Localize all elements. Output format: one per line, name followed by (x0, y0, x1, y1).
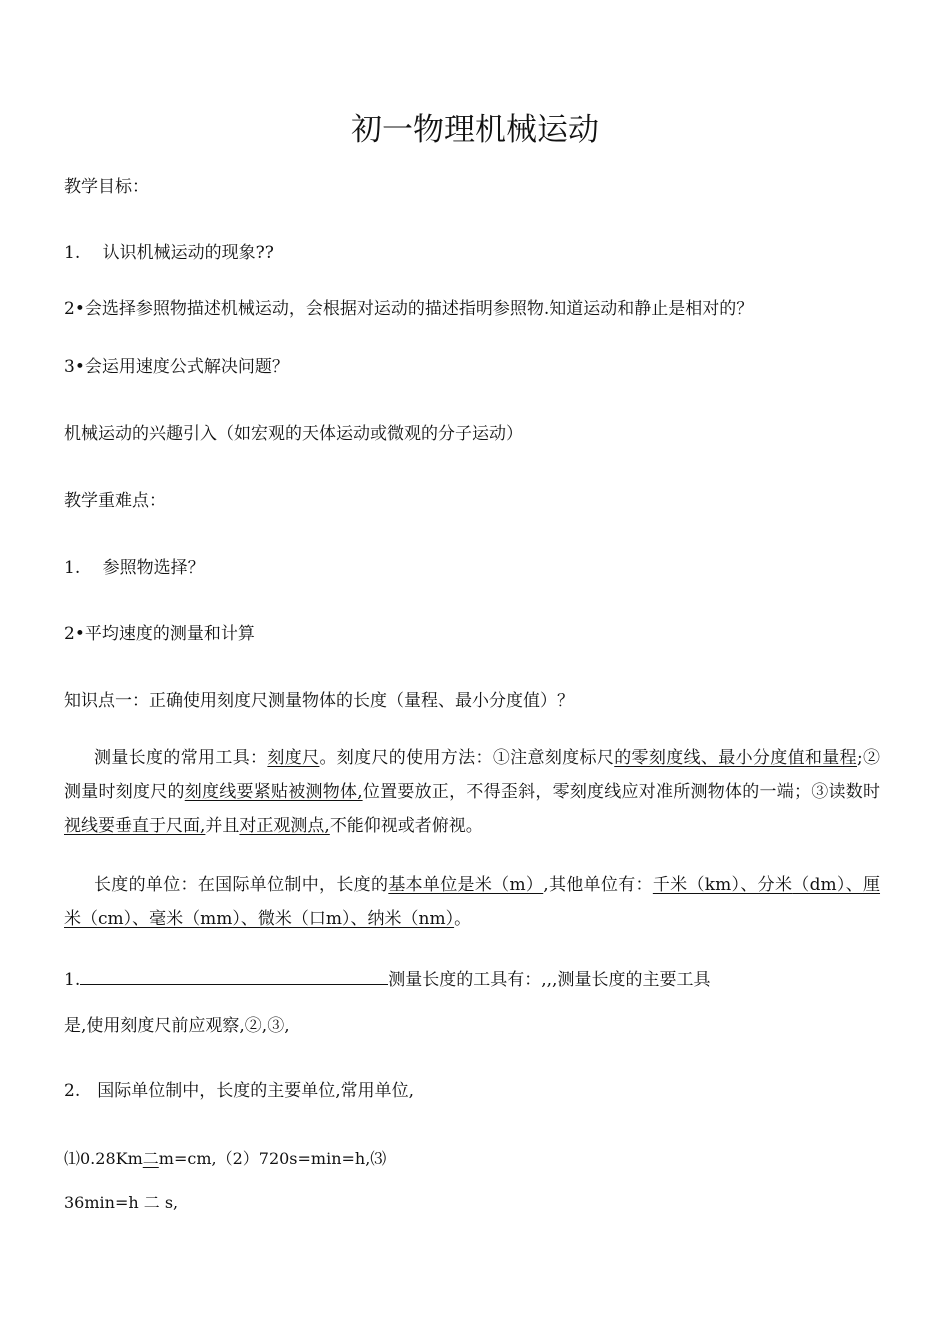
underlined-term: 的零刻度线、最小分度值 (614, 748, 805, 768)
length-units-paragraph (64, 868, 880, 936)
underlined-term: 和量程 (804, 748, 857, 768)
text-run: 测量长度的常用工具： (94, 748, 268, 768)
question-1-continued: 是,使用刻度尺前应观察,②,③, (64, 1016, 290, 1036)
underlined-term: 对正观测点, (239, 816, 330, 836)
key-point-2: 2•平均速度的测量和计算 (64, 624, 255, 644)
text-run: ,其他单位有： (543, 875, 653, 895)
text-run: ⑴0.28Km (64, 1149, 143, 1168)
underlined-term: 基本单位是米（m） (388, 875, 544, 895)
text-run: 长度的单位：在国际单位制中，长度的 (94, 875, 389, 895)
underlined-term: 刻度尺 (267, 748, 320, 768)
question-3 (64, 1148, 386, 1170)
underlined-term: （dm）、厘米（cm）、毫米（mm）、微米（口m）、纳米（nm） (64, 875, 881, 929)
goal-item-2: 2•会选择参照物描述机械运动，会根据对运动的描述指明参照物.知道运动和静止是相对的？ (64, 299, 754, 319)
question-number: 1. (64, 970, 81, 990)
underlined-term: 刻度线要紧贴被测物体, (184, 782, 363, 802)
question-1 (64, 968, 710, 991)
question-2: 2. 国际单位制中，长度的主要单位,常用单位, (64, 1081, 415, 1101)
key-point-1: 1. 参照物选择？ (64, 558, 205, 578)
knowledge-point-heading: 知识点一：正确使用刻度尺测量物体的长度（量程、最小分度值）？ (64, 691, 574, 711)
goal-item-3: 3•会运用速度公式解决问题？ (64, 357, 289, 377)
text-run: 并且 (205, 816, 240, 836)
text-run: 。 (454, 909, 472, 929)
underlined-term: 二 (142, 1149, 159, 1168)
underlined-term: 视线要垂直于尺面, (64, 816, 206, 836)
text-run: 物体的一端；③读数时 (707, 782, 881, 802)
question-3-continued: 36min=h 二 s, (64, 1193, 179, 1212)
underlined-term: 千米（km）、分米 (652, 875, 793, 895)
text-run: 不能仰视或者俯视。 (329, 816, 483, 836)
page-title: 初一物理机械运动 (351, 112, 599, 148)
text-run: 。刻度尺的使用方法：①注意刻度标尺 (319, 748, 615, 768)
goal-item-1: 1. 认识机械运动的现象?? (64, 243, 274, 263)
question-text: 测量长度的工具有：,,,测量长度的主要工具 (388, 970, 711, 990)
goals-heading: 教学目标： (64, 177, 149, 197)
text-run: ;② 测量时刻度尺的 (64, 748, 881, 802)
ruler-usage-paragraph (64, 741, 880, 843)
key-points-heading: 教学重难点： (64, 491, 166, 511)
intro-line: 机械运动的兴趣引入（如宏观的天体运动或微观的分子运动） (64, 424, 523, 444)
text-run: m=cm,（2）720s=min=h,⑶ (158, 1149, 387, 1168)
text-run: 位置要放正，不得歪斜，零刻度线应对准所测 (362, 782, 708, 802)
answer-blank (80, 968, 388, 985)
